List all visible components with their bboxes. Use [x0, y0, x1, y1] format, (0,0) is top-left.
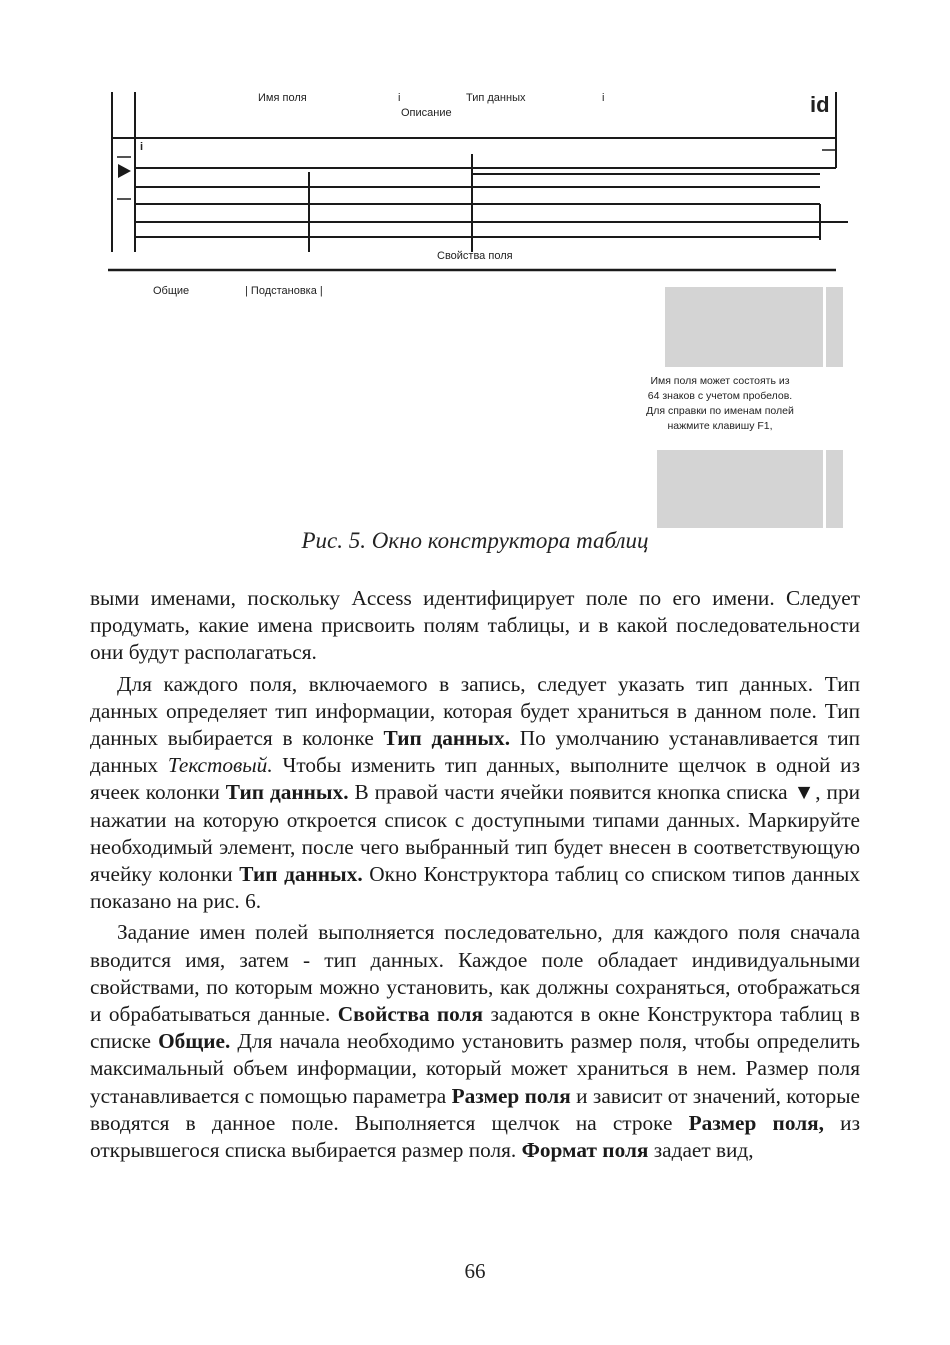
- property-panel-top-scroll: [826, 287, 843, 367]
- paragraph: Для каждого поля, включаемого в запись, следует указать тип данных. Тип данных определяет тип информации, которая будет храниться в данном поле. Тип данных выбирается в колонке Тип данных. По умолчанию устанавливается тип данных Текстовый. Чтобы изменить тип данных, выполните щелчок в одной из ячеек колонки Тип данных. В правой части ячейки появится кнопка списка ▼, при нажатии на которую откроется список с доступными типами данных. Маркируйте необходимый элемент, после чего выбранный тип будет внесен в соответствующую ячейку колонки Тип данных. Окно Конструктора таблиц со списком типов данных показано на рис. 6.: [90, 671, 860, 914]
- column-separator: i: [602, 92, 605, 104]
- id-label: id: [810, 92, 830, 117]
- hint-line: нажмите клавишу F1,: [667, 420, 773, 432]
- column-header-data-type: Тип данных: [466, 92, 526, 104]
- bold-term: Свойства поля: [337, 1002, 484, 1027]
- hint-line: Имя поля может состоять из: [650, 375, 790, 387]
- property-panel-top: [665, 287, 823, 367]
- bold-term: Тип данных.: [225, 780, 349, 805]
- row-marker: i: [140, 141, 144, 153]
- tab-general: Общие: [153, 285, 190, 297]
- column-header-description: Описание: [401, 107, 452, 119]
- column-separator: i: [398, 92, 401, 104]
- bold-term: Тип данных.: [383, 726, 511, 751]
- body-text: [90, 585, 860, 1168]
- figure-caption: Рис. 5. Окно конструктора таблиц: [301, 528, 649, 553]
- table-designer-figure: [0, 0, 950, 570]
- hint-line: 64 знаков с учетом пробелов.: [647, 390, 793, 402]
- bold-term: Формат поля: [521, 1138, 649, 1163]
- hint-line: Для справки по именам полей: [646, 405, 794, 417]
- bold-term: Размер поля,: [688, 1110, 824, 1135]
- paragraph: Задание имен полей выполняется последовательно, для каждого поля сначала вводится имя, затем - тип данных. Каждое поле обладает индивидуальными свойствами, по которым можно установить, как должны сохраняться, отображаться и обрабатываться данные. Свойства поля задаются в окне Конструктора таблиц в списке Общие. Для начала необходимо установить размер поля, чтобы определить максимальный объем информации, который может храниться в нем. Размер поля устанавливается с помощью параметра Размер поля и зависит от значений, которые вводятся в данное поле. Выполняется щелчок на строке Размер поля, из открывшегося списка выбирается размер поля. Формат поля задает вид,: [90, 920, 860, 1163]
- row-selector-icon: [118, 164, 131, 178]
- column-header-field-name: Имя поля: [258, 92, 307, 104]
- tab-lookup: | Подстановка |: [245, 285, 323, 297]
- italic-term: Текстовый.: [167, 753, 273, 778]
- page-number: 66: [464, 1259, 486, 1283]
- bold-term: Тип данных.: [239, 862, 363, 887]
- property-panel-bottom-scroll: [826, 450, 843, 528]
- paragraph: выми именами, поскольку Access идентифицирует поле по его имени. Следует продумать, какие имена присвоить полям таблицы, и в какой последовательности они будут располагаться.: [90, 586, 860, 665]
- bold-term: Общие.: [158, 1029, 231, 1054]
- property-panel-bottom: [657, 450, 823, 528]
- field-properties-label: Свойства поля: [437, 250, 513, 262]
- field-name-hint: [600, 374, 840, 434]
- bold-term: Размер поля: [451, 1083, 571, 1108]
